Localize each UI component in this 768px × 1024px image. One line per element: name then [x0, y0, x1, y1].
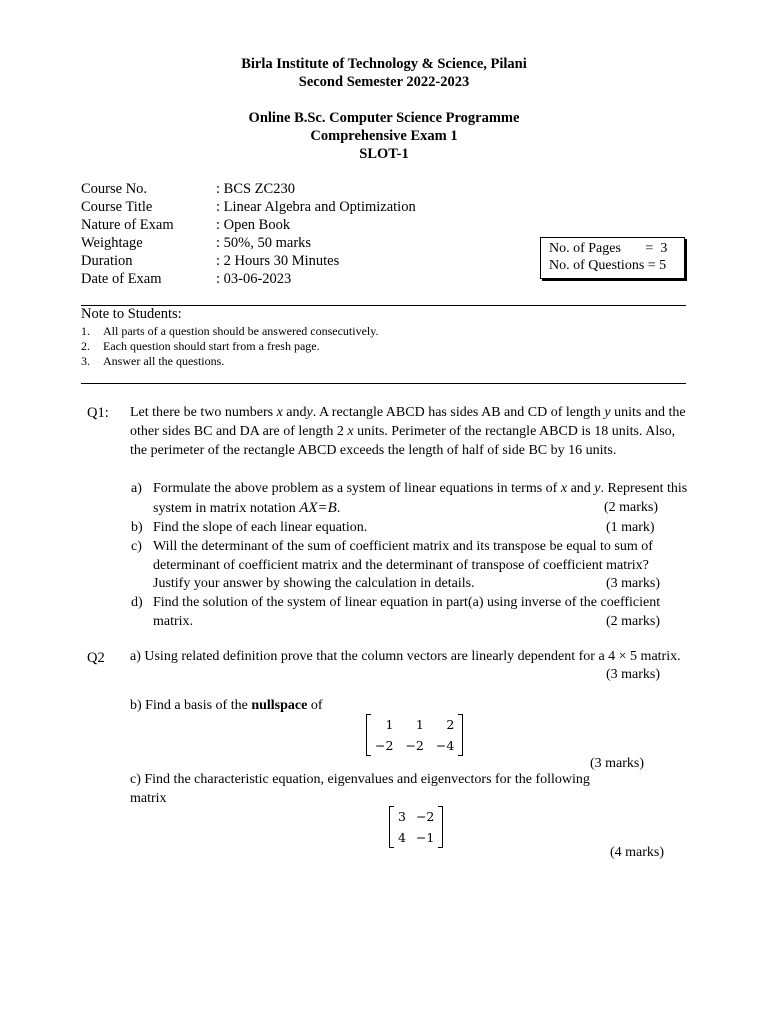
course-no-label: Course No. — [81, 181, 148, 197]
q1-intro: Let there be two numbers x andy. A rectangle ABCD has sides AB and CD of length y units and the other sides BC and DA are of length 2 x units. Perimeter of the rectangle ABCD is 18 units. Also, the perimeter of the rectangle ABCD exceeds the length of half of side BC by 16 units. — [130, 405, 686, 458]
matrix-cell: −2 — [415, 809, 435, 824]
right-bracket — [458, 714, 463, 756]
q1-a-marks: (2 marks) — [604, 500, 659, 515]
course-no-value: : BCS ZC230 — [216, 181, 295, 197]
duration-label: Duration — [81, 253, 133, 269]
q1-label: Q1: — [87, 405, 109, 421]
weightage-value: : 50%, 50 marks — [216, 235, 312, 251]
q2-part-c: c) Find the characteristic equation, eigenvalues and eigenvectors for the following matrix — [130, 772, 590, 806]
q2-part-a: a) Using related definition prove that the column vectors are linearly dependent for a 4 × 5 matrix. — [130, 649, 681, 664]
pages-count: No. of Pages = 3 — [549, 241, 668, 256]
programme-name: Online B.Sc. Computer Science Programme — [248, 110, 520, 126]
questions-count: No. of Questions = 5 — [549, 258, 667, 273]
matrix-cell: −2 — [405, 738, 424, 753]
q2-part-b: b) Find a basis of the nullspace of — [130, 698, 323, 713]
nullspace-matrix — [366, 714, 463, 756]
matrix-cell: −1 — [415, 830, 435, 845]
institute-name: Birla Institute of Technology & Science, Pilani — [241, 56, 527, 72]
q1-d-marks: (2 marks) — [606, 614, 661, 629]
nature-value: : Open Book — [216, 217, 291, 233]
matrix-cell: −4 — [435, 738, 455, 753]
divider-bottom — [81, 383, 686, 384]
q1-part-c: c) Will the determinant of the sum of coefficient matrix and its transpose be equal to sum of determinant of coefficient matrix and the determinant of transpose of coefficient matrix? Justify your answer by showing the calculation in details. — [131, 539, 653, 591]
exam-name: Comprehensive Exam 1 — [310, 128, 458, 144]
course-title-value: : Linear Algebra and Optimization — [216, 199, 416, 215]
q1-part-a: a) Formulate the above problem as a system of linear equations in terms of x and y. Represent this system in matrix notation AX=B. — [131, 481, 688, 516]
matrix-cell: 3 — [398, 809, 406, 824]
q2-label: Q2 — [87, 650, 105, 666]
duration-value: : 2 Hours 30 Minutes — [216, 253, 340, 269]
pages-box — [540, 237, 685, 279]
q1-part-d: d) Find the solution of the system of linear equation in part(a) using inverse of the coefficient matrix. — [131, 595, 661, 629]
q1-c-marks: (3 marks) — [606, 576, 661, 591]
matrix-cell: 1 — [385, 717, 394, 732]
note-item: 1. All parts of a question should be answered consecutively. — [81, 324, 379, 338]
eigen-matrix — [389, 806, 443, 848]
note-title: Note to Students: — [81, 306, 182, 322]
q1-part-b: b) Find the slope of each linear equation. — [131, 520, 368, 535]
note-item: 2. Each question should start from a fresh page. — [81, 339, 320, 353]
right-bracket — [438, 806, 443, 848]
q1-b-marks: (1 mark) — [606, 520, 655, 535]
q2-a-marks: (3 marks) — [606, 667, 661, 682]
q2-c-marks: (4 marks) — [610, 845, 665, 860]
course-title-label: Course Title — [81, 199, 153, 215]
q2-b-marks: (3 marks) — [590, 756, 645, 771]
date-label: Date of Exam — [81, 271, 162, 287]
date-value: : 03-06-2023 — [216, 271, 292, 287]
weightage-label: Weightage — [81, 235, 143, 251]
nature-label: Nature of Exam — [81, 217, 174, 233]
semester: Second Semester 2022-2023 — [298, 74, 470, 90]
slot: SLOT-1 — [359, 146, 409, 162]
note-item: 3. Answer all the questions. — [81, 354, 225, 368]
matrix-cell: 1 — [415, 717, 424, 732]
matrix-cell: 4 — [398, 830, 406, 845]
matrix-cell: −2 — [375, 738, 394, 753]
matrix-cell: 2 — [446, 717, 455, 732]
